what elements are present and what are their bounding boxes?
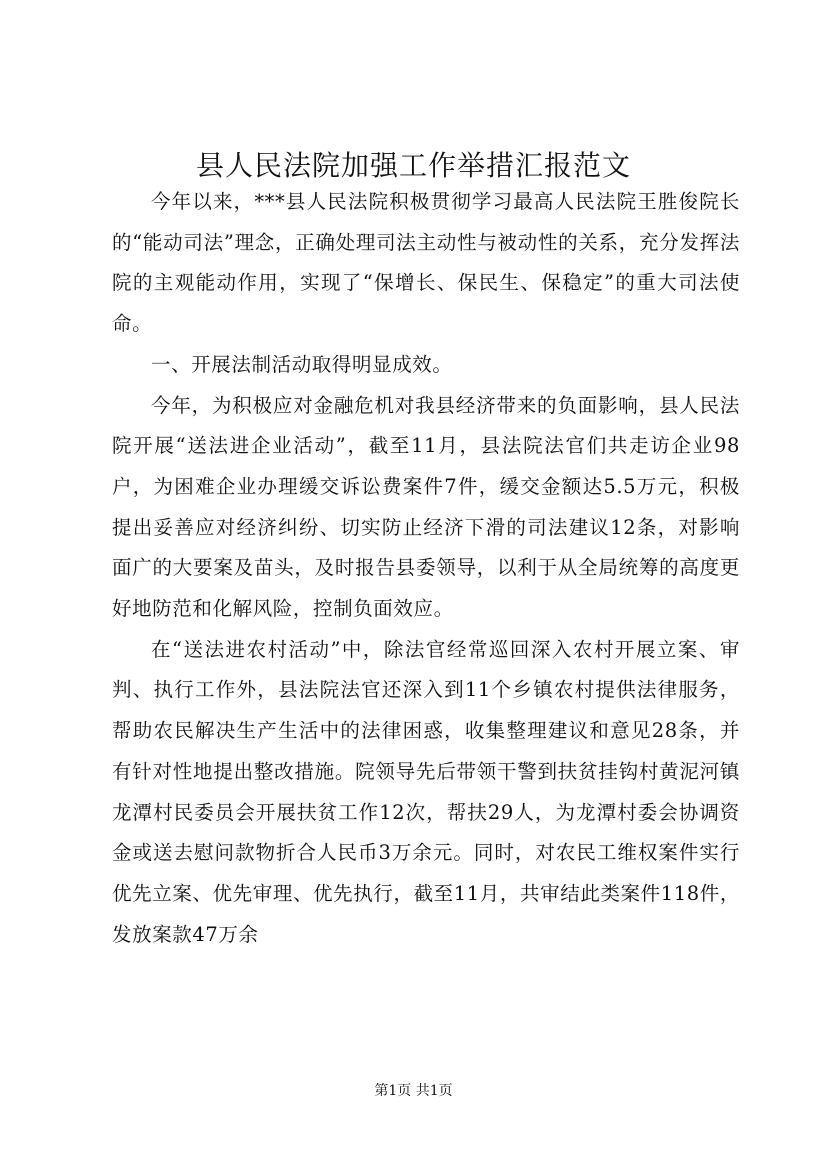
document-title: 县人民法院加强工作举措汇报范文 <box>195 149 631 182</box>
document-body <box>112 182 740 955</box>
paragraph-enterprise-activity: 今年，为积极应对金融危机对我县经济带来的负面影响，县人民法院开展“送法进企业活动”，截至11月，县法院法官们共走访企业98户，为困难企业办理缓交诉讼费案件7件，缓交金额达5.5万元，积极提出妥善应对经济纠纷、切实防止经济下滑的司法建议12条，对影响面广的大要案及苗头，及时报告县委领导，以利于从全局统筹的高度更好地防范和化解风险，控制负面效应。 <box>112 393 740 621</box>
paragraph-intro: 今年以来，***县人民法院积极贯彻学习最高人民法院王胜俊院长的“能动司法”理念，正确处理司法主动性与被动性的关系，充分发挥法院的主观能动作用，实现了“保增长、保民生、保稳定”的重大司法使命。 <box>112 190 740 336</box>
section-heading-1: 一、开展法制活动取得明显成效。 <box>151 352 453 376</box>
page-footer: 第1页 共1页 <box>374 1083 453 1099</box>
paragraph-rural-activity: 在“送法进农村活动”中，除法官经常巡回深入农村开展立案、审判、执行工作外，县法院法官还深入到11个乡镇农村提供法律服务，帮助农民解决生产生活中的法律困惑，收集整理建议和意见28条，并有针对性地提出整改措施。院领导先后带领干警到扶贫挂钩村黄泥河镇龙潭村民委员会开展扶贫工作12次，帮扶29人，为龙潭村委会协调资金或送去慰问款物折合人民币3万余元。同时，对农民工维权案件实行优先立案、优先审理、优先执行，截至11月，共审结此类案件118件，发放案款47万余 <box>112 637 740 946</box>
